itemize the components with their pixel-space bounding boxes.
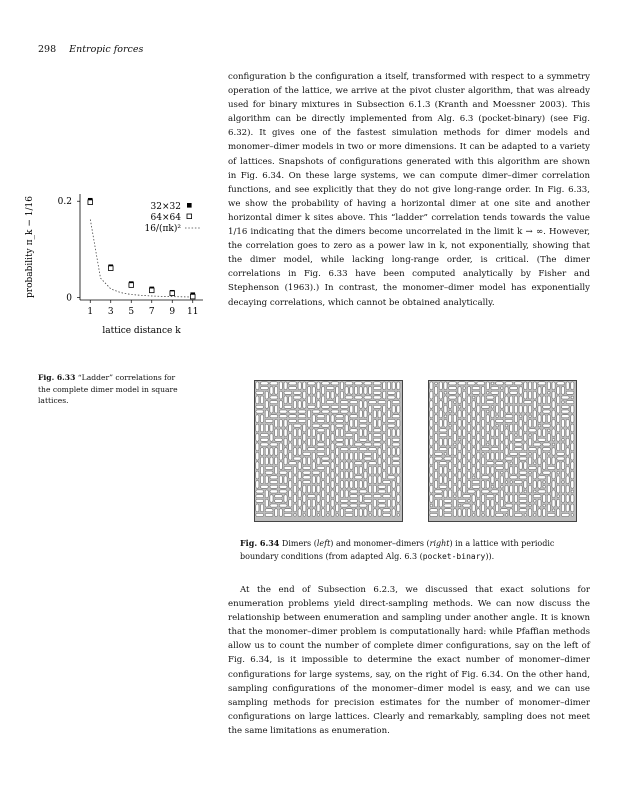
y-tick-label: 0.2 — [57, 197, 72, 208]
data-point-64x64 — [129, 283, 134, 288]
caption-label: Fig. 6.33 — [38, 373, 76, 382]
x-tick-label: 9 — [169, 307, 176, 317]
legend-marker-64x64 — [187, 214, 192, 219]
data-point-64x64 — [149, 288, 154, 293]
body-paragraph-1: configuration b the configuration a itself, transformed with respect to a symmetry operation of the lattice, we arrive at the pivot cluster algorithm, that was already used for binary mixtures in Subsection 6.1.3 (Kranth and Moessner 2003). This algorithm can be directly implemented from Alg. 6.3 (pocket-binary) (see Fig. 6.32). It gives one of the fastest simulation methods for dimer models and monomer–dimer models in two or more dimensions. It can be adapted to a variety of lattices. Snapshots of configurations generated with this algorithm are shown in Fig. 6.34. On these large systems, we can compute dimer–dimer correlation functions, and see explicitly that they do not give long-range order. In Fig. 6.33, we show the probability of having a horizontal dimer at one site and another horizontal dimer k sites above. This “ladder” correlation tends towards the value 1/16 indicating that the dimers become uncorrelated in the limit k → ∞. However, the correlation goes to zero as a power law in k, not exponentially, showing that the dimer model, while lacking long-range order, is critical. (The dimer correlations in Fig. 6.33 have been computed analytically by Fisher and Stephenson (1963).) In contrast, the monomer–dimer model has exponentially decaying correlations, which cannot be obtained analytically. — [228, 72, 590, 308]
x-tick-label: 7 — [148, 307, 155, 317]
caption-text: “Ladder” correlations for the complete dimer model in square lattices. — [38, 373, 178, 405]
y-axis-label: probability π_k − 1/16 — [25, 196, 35, 298]
data-point-64x64 — [170, 291, 175, 296]
x-tick-label: 1 — [87, 307, 94, 317]
data-point-64x64 — [190, 294, 195, 299]
monomer-dimer-lattice-image — [428, 380, 577, 522]
legend-label-32x32: 32×32 — [150, 202, 181, 212]
legend-marker-32x32 — [187, 203, 192, 208]
x-tick-label: 3 — [107, 307, 114, 317]
section-title: Entropic forces — [69, 44, 144, 55]
page-number: 298 — [38, 44, 57, 55]
y-tick-label: 0 — [66, 293, 72, 304]
data-point-64x64 — [88, 200, 93, 205]
legend-label-64x64: 64×64 — [150, 213, 181, 223]
fig-6-34-caption: Fig. 6.34 Dimers (left) and monomer–dimers (right) in a lattice with periodic boundary conditions (from adapted Alg. 6.3 (pocket-binary)). — [240, 538, 555, 561]
running-header — [38, 44, 143, 55]
legend-label-theory: 16/(πk)² — [144, 224, 181, 234]
fig-6-33-caption — [38, 372, 186, 407]
x-tick-label: 11 — [187, 307, 199, 317]
dimer-lattice-image — [254, 380, 403, 522]
caption-label: Fig. 6.34 — [240, 538, 280, 548]
x-tick-label: 5 — [128, 307, 135, 317]
x-axis-label: lattice distance k — [102, 326, 181, 336]
body-paragraph-2: At the end of Subsection 6.2.3, we discussed that exact solutions for enumeration problems yield direct-sampling methods. We can now discuss the relationship between enumeration and sampling under another angle. It is known that the monomer–dimer problem is computationally hard: while Pfaffian methods allow us to count the number of complete dimer configurations, say on the left of Fig. 6.34, is it impossible to determine the exact number of monomer–dimer configurations for large systems, say, on the right of Fig. 6.34. On the other hand, sampling configurations of the monomer–dimer model is easy, and we can use sampling methods for precision estimates for the number of monomer–dimer configurations on large lattices. Clearly and remarkably, sampling does not meet the same limitations as enumeration. — [228, 585, 590, 736]
data-point-64x64 — [108, 266, 113, 271]
fig-6-33-chart — [18, 188, 218, 348]
